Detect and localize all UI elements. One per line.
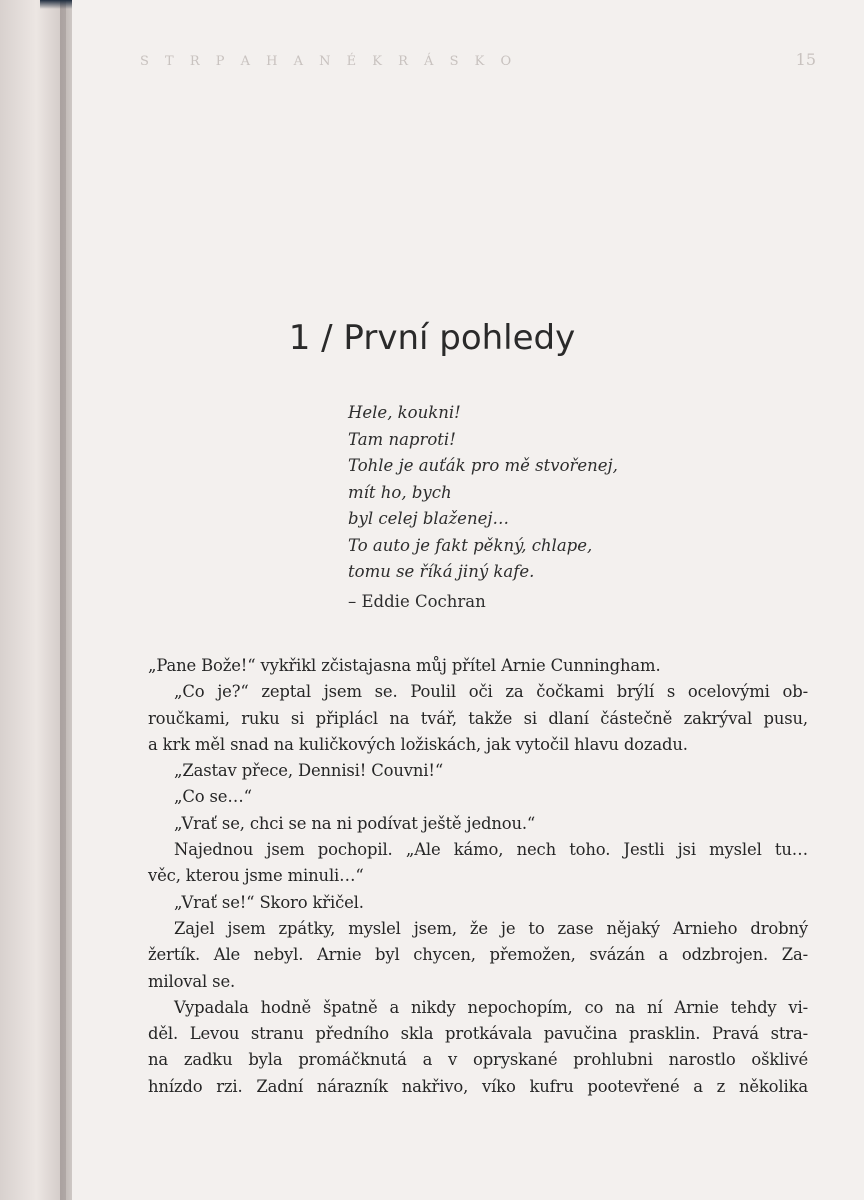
chapter-title: 1 / První pohledy xyxy=(288,318,576,358)
epigraph-line: tomu se říká jiný kafe. xyxy=(348,562,535,581)
text-line: věc, kterou jsme minuli…“ xyxy=(148,866,364,886)
epigraph-line: To auto je fakt pěkný, chlape, xyxy=(348,535,593,555)
facing-page-edge xyxy=(0,0,66,1200)
text-line: děl. Levou stranu předního skla protkávala pavučina prasklin. Pravá stra- xyxy=(148,1024,808,1044)
text-line: na zadku byla promáčknutá a v opryskané prohlubni narostlo ošklivé xyxy=(148,1050,808,1070)
text-line: „Pane Bože!“ vykřikl zčistajasna můj přítel Arnie Cunningham. xyxy=(148,656,661,675)
body-text xyxy=(148,653,808,1100)
text-line: „Vrať se, chci se na ni podívat ještě jednou.“ xyxy=(174,813,536,833)
epigraph-line: Tohle je auťák pro mě stvořenej, xyxy=(348,456,618,475)
epigraph-line: mít ho, bych xyxy=(348,482,452,502)
text-line: miloval se. xyxy=(148,971,236,991)
text-line: a krk měl snad na kuličkových ložiskách, jak vytočil hlavu dozadu. xyxy=(148,734,688,754)
text-line: Zajel jsem zpátky, myslel jsem, že je to zase nějaký Arnieho drobný xyxy=(174,918,808,938)
running-head: S T R P A H A N É K R Á S K O xyxy=(140,54,518,69)
text-line: „Co je?“ zeptal jsem se. Poulil oči za čočkami brýlí s ocelovými ob- xyxy=(174,682,808,702)
text-line: žertík. Ale nebyl. Arnie byl chycen, přemožen, svázán a odzbrojen. Za- xyxy=(148,945,808,965)
epigraph-line: Tam naproti! xyxy=(348,429,456,449)
page-number: 15 xyxy=(795,50,816,69)
epigraph-line: Hele, koukni! xyxy=(348,403,461,422)
text-line: Vypadala hodně špatně a nikdy nepochopím, co na ní Arnie tehdy vi- xyxy=(174,997,808,1017)
epigraph-attribution: – Eddie Cochran xyxy=(348,592,486,611)
text-line: roučkami, ruku si připlácl na tvář, takže si dlaní částečně zakrýval pusu, xyxy=(148,708,808,728)
text-line: „Vrať se!“ Skoro křičel. xyxy=(174,892,364,912)
text-line: Najednou jsem pochopil. „Ale kámo, nech toho. Jestli jsi myslel tu… xyxy=(174,840,808,860)
epigraph-line: byl celej blaženej… xyxy=(348,509,509,528)
text-line: „Co se…“ xyxy=(174,787,252,807)
epigraph xyxy=(348,400,618,586)
text-line: „Zastav přece, Dennisi! Couvni!“ xyxy=(174,761,444,781)
text-line: hnízdo rzi. Zadní nárazník nakřivo, víko kufru pootevřené a z několika xyxy=(148,1076,808,1096)
